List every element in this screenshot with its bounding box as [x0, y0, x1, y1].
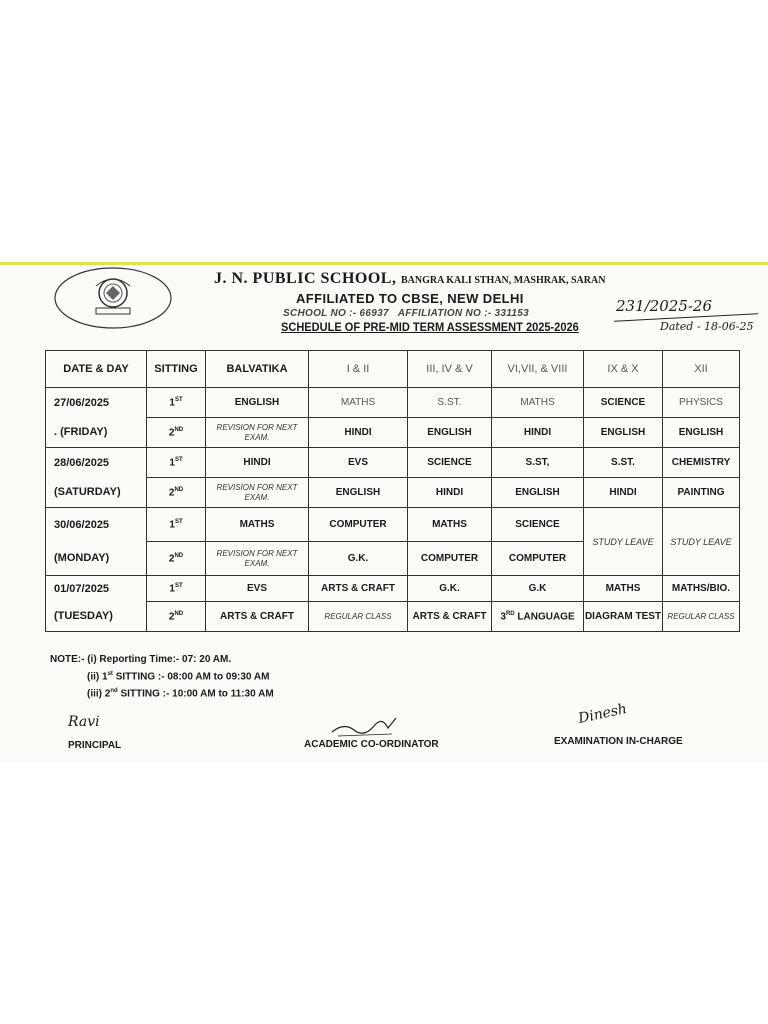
- table-cell: EVS: [309, 448, 408, 478]
- table-cell: MATHS/BIO.: [663, 576, 740, 602]
- table-cell: MATHS: [309, 388, 408, 418]
- header-cell: BALVATIKA: [206, 351, 309, 388]
- sitting-cell: 2ND: [147, 542, 206, 576]
- table-cell: HINDI: [492, 418, 584, 448]
- exam-incharge-label: EXAMINATION IN-CHARGE: [554, 736, 683, 747]
- handwritten-reference: 231/2025-26: [616, 297, 713, 315]
- table-cell: COMPUTER: [309, 508, 408, 542]
- header-cell: DATE & DAY: [46, 351, 147, 388]
- table-cell: REVISION FOR NEXT EXAM.: [206, 542, 309, 576]
- table-cell: G.K.: [309, 542, 408, 576]
- table-cell: ARTS & CRAFT: [206, 602, 309, 632]
- table-row: [46, 448, 740, 478]
- header-cell: SITTING: [147, 351, 206, 388]
- day-cell: (MONDAY): [46, 542, 147, 576]
- principal-label: PRINCIPAL: [68, 740, 122, 751]
- table-cell: REGULAR CLASS: [309, 602, 408, 632]
- schedule-table: [45, 350, 740, 632]
- table-cell: COMPUTER: [492, 542, 584, 576]
- table-cell: PAINTING: [663, 478, 740, 508]
- day-cell: . (FRIDAY): [46, 418, 147, 448]
- table-cell: HINDI: [584, 478, 663, 508]
- table-header-row: [46, 351, 740, 388]
- sitting-cell: 1ST: [147, 448, 206, 478]
- table-cell: S.ST.: [408, 388, 492, 418]
- study-leave-cell: STUDY LEAVE: [584, 508, 663, 576]
- table-row: [46, 388, 740, 418]
- sitting-cell: 2ND: [147, 478, 206, 508]
- header-cell: XII: [663, 351, 740, 388]
- table-cell: SCIENCE: [408, 448, 492, 478]
- note-line: (ii) 1st SITTING :- 08:00 AM to 09:30 AM: [87, 671, 270, 683]
- schedule-title: SCHEDULE OF PRE-MID TERM ASSESSMENT 2025-2026: [281, 320, 579, 334]
- school-logo: [52, 266, 174, 330]
- table-cell: HINDI: [309, 418, 408, 448]
- table-cell: PHYSICS: [663, 388, 740, 418]
- table-cell: ENGLISH: [492, 478, 584, 508]
- table-cell: MATHS: [206, 508, 309, 542]
- table-row: [46, 576, 740, 602]
- day-cell: (SATURDAY): [46, 478, 147, 508]
- table-cell: REGULAR CLASS: [663, 602, 740, 632]
- table-cell: SCIENCE: [492, 508, 584, 542]
- table-cell: EVS: [206, 576, 309, 602]
- principal-signature: Ravi: [68, 714, 100, 730]
- header-cell: IX & X: [584, 351, 663, 388]
- table-cell: MATHS: [408, 508, 492, 542]
- sitting-cell: 2ND: [147, 602, 206, 632]
- note-line: NOTE:- (i) Reporting Time:- 07: 20 AM.: [50, 654, 232, 665]
- table-cell: MATHS: [584, 576, 663, 602]
- school-address: BANGRA KALI STHAN, MASHRAK, SARAN: [400, 275, 606, 286]
- affiliation: AFFILIATED TO CBSE, NEW DELHI: [296, 291, 524, 306]
- exam-incharge-signature: Dinesh: [576, 701, 629, 727]
- table-cell: DIAGRAM TEST: [584, 602, 663, 632]
- date-cell: 30/06/2025: [46, 508, 147, 542]
- header-cell: I & II: [309, 351, 408, 388]
- table-cell: ARTS & CRAFT: [408, 602, 492, 632]
- table-cell: G.K: [492, 576, 584, 602]
- sitting-cell: 1ST: [147, 388, 206, 418]
- sitting-cell: 2ND: [147, 418, 206, 448]
- day-cell: (TUESDAY): [46, 602, 147, 632]
- table-cell: REVISION FOR NEXT EXAM.: [206, 478, 309, 508]
- table-cell: HINDI: [206, 448, 309, 478]
- page-edge: [0, 262, 768, 265]
- table-row: [46, 418, 740, 448]
- table-row: [46, 602, 740, 632]
- table-cell: REVISION FOR NEXT EXAM.: [206, 418, 309, 448]
- table-row: [46, 478, 740, 508]
- table-cell: S.ST.: [584, 448, 663, 478]
- school-numbers: [283, 308, 529, 319]
- table-cell: CHEMISTRY: [663, 448, 740, 478]
- note-line: (iii) 2nd SITTING :- 10:00 AM to 11:30 AM: [87, 688, 274, 700]
- handwritten-date: Dated - 18-06-25: [660, 320, 754, 333]
- school-name: J. N. PUBLIC SCHOOL, BANGRA KALI STHAN, MASHRAK, SARAN: [214, 270, 606, 287]
- table-cell: MATHS: [492, 388, 584, 418]
- school-no: SCHOOL NO :- 66937: [283, 308, 389, 319]
- table-cell: 3RD LANGUAGE: [492, 602, 584, 632]
- notes-section: [50, 652, 274, 702]
- table-cell: ENGLISH: [408, 418, 492, 448]
- header-cell: VI,VII, & VIII: [492, 351, 584, 388]
- table-cell: ENGLISH: [206, 388, 309, 418]
- table-cell: HINDI: [408, 478, 492, 508]
- table-cell: S.ST,: [492, 448, 584, 478]
- sitting-cell: 1ST: [147, 508, 206, 542]
- table-cell: ENGLISH: [663, 418, 740, 448]
- study-leave-cell: STUDY LEAVE: [663, 508, 740, 576]
- table-cell: ENGLISH: [309, 478, 408, 508]
- affiliation-no: AFFILIATION NO :- 331153: [397, 308, 529, 319]
- table-cell: COMPUTER: [408, 542, 492, 576]
- date-cell: 28/06/2025: [46, 448, 147, 478]
- table-cell: ENGLISH: [584, 418, 663, 448]
- sitting-cell: 1ST: [147, 576, 206, 602]
- date-cell: 01/07/2025: [46, 576, 147, 602]
- date-cell: 27/06/2025: [46, 388, 147, 418]
- coordinator-signature: [330, 712, 402, 738]
- header-cell: III, IV & V: [408, 351, 492, 388]
- table-cell: SCIENCE: [584, 388, 663, 418]
- table-cell: G.K.: [408, 576, 492, 602]
- table-row: [46, 508, 740, 542]
- coordinator-label: ACADEMIC CO-ORDINATOR: [304, 739, 439, 750]
- table-cell: ARTS & CRAFT: [309, 576, 408, 602]
